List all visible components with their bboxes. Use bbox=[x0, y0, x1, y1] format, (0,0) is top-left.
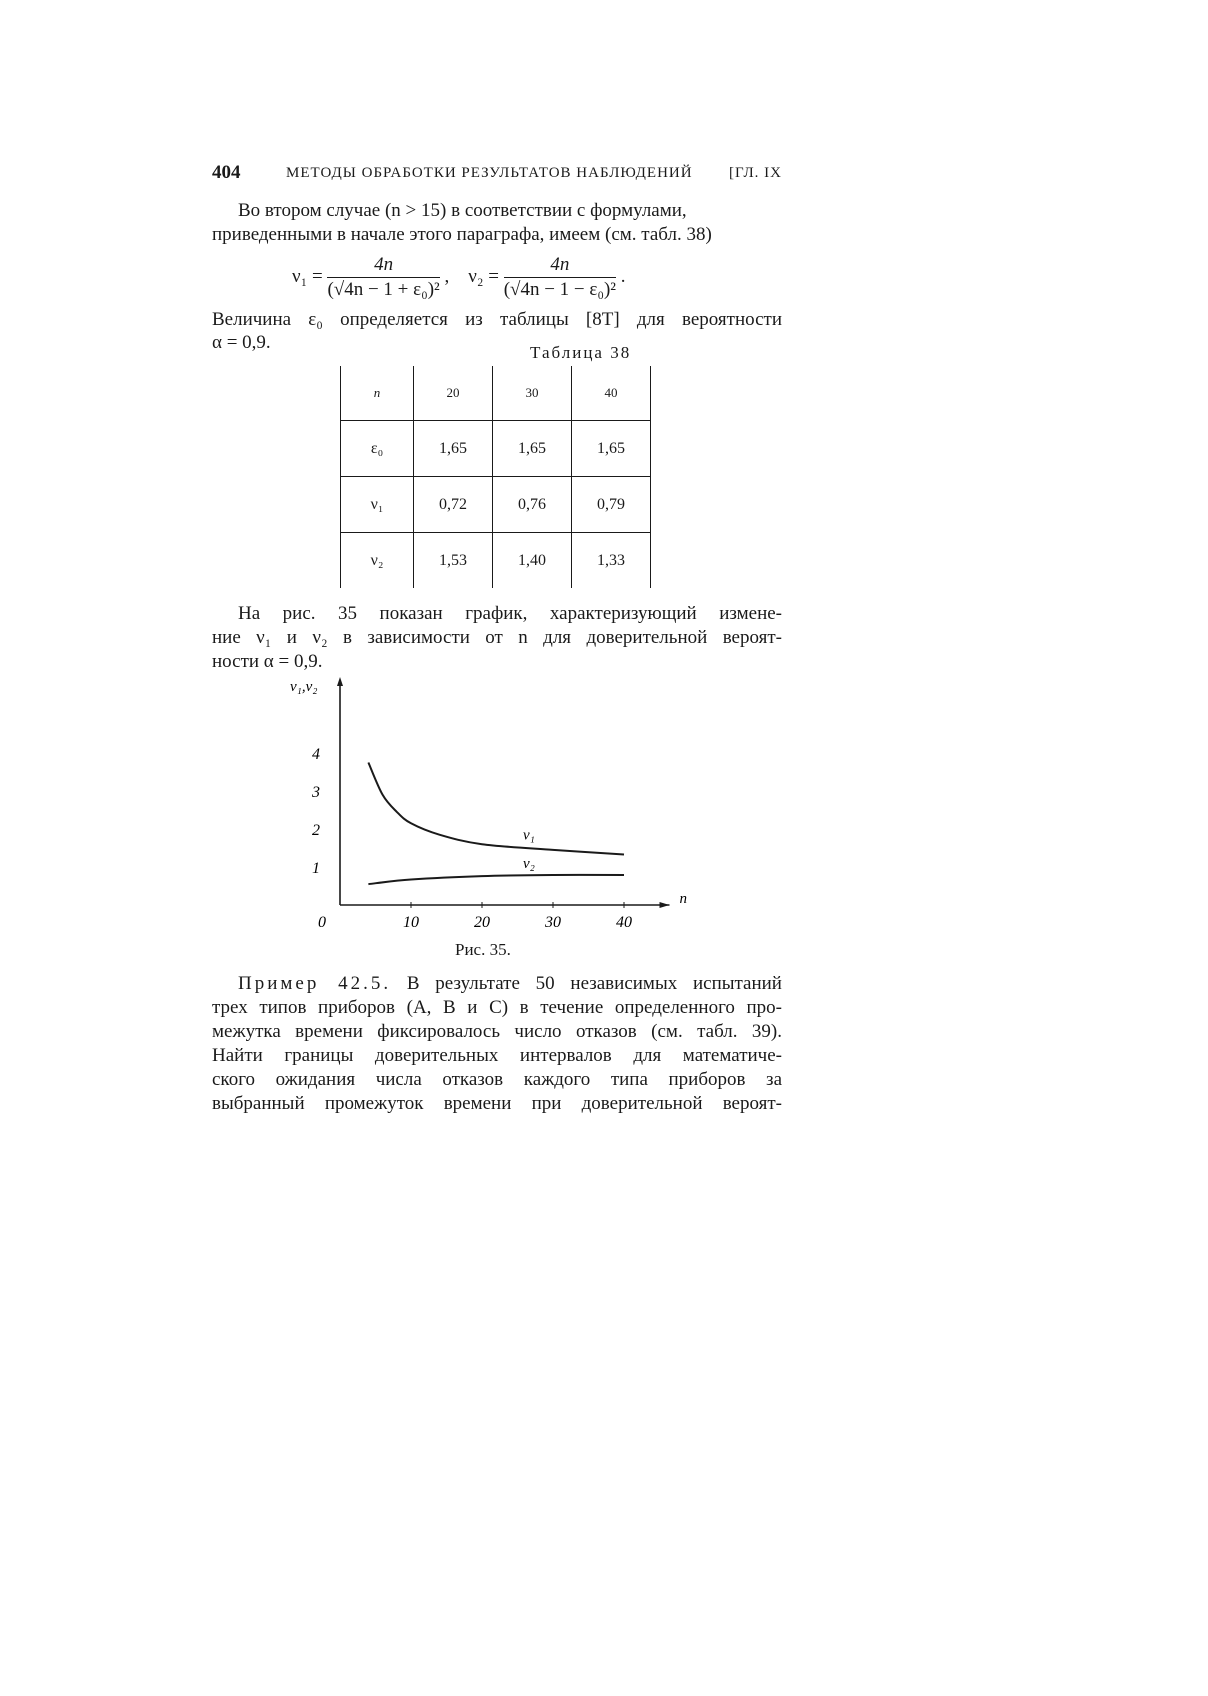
formula-end: . bbox=[620, 265, 626, 287]
table-caption: Таблица 38 bbox=[530, 343, 632, 362]
table-cell: 1,40 bbox=[493, 533, 572, 589]
table-cell: 1,65 bbox=[572, 421, 651, 477]
para4-line5: ского ожидания числа отказов каждого типа приборов за bbox=[212, 1069, 782, 1090]
table-cell: ν₂ bbox=[341, 533, 414, 589]
series-label-1: ν₁ bbox=[523, 827, 535, 844]
x-tick-label: 40 bbox=[616, 914, 632, 930]
table-cell: 20 bbox=[414, 366, 493, 421]
running-title: МЕТОДЫ ОБРАБОТКИ РЕЗУЛЬТАТОВ НАБЛЮДЕНИЙ bbox=[286, 165, 693, 181]
x-axis-label: n bbox=[679, 891, 687, 907]
table-header-row bbox=[341, 366, 651, 421]
para1-line1: Во втором случае (n > 15) в соответствии с формулами, bbox=[238, 200, 687, 221]
y-tick-label: 3 bbox=[312, 784, 320, 801]
x-tick-label: 20 bbox=[474, 914, 490, 930]
para3-line3: ности α = 0,9. bbox=[212, 651, 323, 672]
x-tick-label: 10 bbox=[403, 914, 419, 930]
nu1-numerator: 4n bbox=[327, 254, 439, 278]
nu2-numerator: 4n bbox=[504, 254, 616, 278]
y-tick-label: 2 bbox=[312, 822, 320, 839]
page-header bbox=[212, 162, 782, 184]
table-cell: 0,72 bbox=[414, 477, 493, 533]
para4-line2: трех типов приборов (A, B и C) в течение определенного про- bbox=[212, 997, 782, 1018]
nu1-fraction bbox=[327, 254, 439, 301]
chart-lines bbox=[368, 763, 624, 885]
para4-line3: межутка времени фиксировалось число отказов (см. табл. 39). bbox=[212, 1021, 782, 1042]
nu1-label: ν₁ = bbox=[292, 265, 323, 287]
example-text: В результате 50 независимых испытаний bbox=[406, 973, 782, 994]
table-row bbox=[341, 533, 651, 589]
chart-axes bbox=[337, 677, 670, 908]
formula bbox=[292, 254, 752, 301]
table-cell: 1,53 bbox=[414, 533, 493, 589]
table-row bbox=[341, 477, 651, 533]
table-cell: n bbox=[341, 366, 414, 421]
y-tick-label: 4 bbox=[312, 746, 320, 763]
example-lead: Пример 42.5. bbox=[238, 973, 392, 994]
table-cell: 1,65 bbox=[493, 421, 572, 477]
para4-line1 bbox=[238, 972, 782, 996]
table-cell: 0,76 bbox=[493, 477, 572, 533]
nu1-denominator: (√4n − 1 + ε₀)² bbox=[327, 279, 440, 300]
para4-line6: выбранный промежуток времени при доверительной вероят- bbox=[212, 1093, 782, 1114]
nu2-denominator: (√4n − 1 − ε₀)² bbox=[503, 279, 616, 300]
x-axis-arrow bbox=[660, 902, 670, 908]
para1-line2: приведенными в начале этого параграфа, имеем (см. табл. 38) bbox=[212, 224, 712, 245]
table-cell: 0,79 bbox=[572, 477, 651, 533]
table-38 bbox=[340, 366, 651, 588]
nu2-label: ν₂ = bbox=[468, 265, 499, 287]
x-tick-label: 0 bbox=[318, 914, 326, 930]
table-cell: 1,33 bbox=[572, 533, 651, 589]
para4-line4: Найти границы доверительных интервалов для математиче- bbox=[212, 1045, 782, 1066]
page-number: 404 bbox=[212, 162, 241, 183]
nu2-fraction bbox=[504, 254, 616, 301]
table-cell: ν₁ bbox=[341, 477, 414, 533]
series-label-2: ν₂ bbox=[523, 856, 535, 873]
figure-35-chart bbox=[280, 665, 720, 930]
chart-labels bbox=[290, 679, 687, 907]
table-cell: 1,65 bbox=[414, 421, 493, 477]
y-axis-label: ν₁,ν₂ bbox=[290, 679, 318, 695]
chapter-label: [ГЛ. IX bbox=[728, 165, 782, 181]
chart-ticks bbox=[311, 746, 632, 930]
table-cell: 30 bbox=[493, 366, 572, 421]
figure-caption: Рис. 35. bbox=[455, 940, 511, 959]
table-row bbox=[341, 421, 651, 477]
formula-separator: , bbox=[444, 265, 450, 287]
para3-line2: ние ν₁ и ν₂ в зависимости от n для доверительной вероят- bbox=[212, 627, 782, 648]
para3-line1: На рис. 35 показан график, характеризующий измене- bbox=[238, 603, 782, 624]
para2-line1: Величина ε₀ определяется из таблицы [8Т] для вероятности bbox=[212, 309, 782, 330]
table-cell: 40 bbox=[572, 366, 651, 421]
y-axis-arrow bbox=[337, 677, 343, 686]
para2-line2: α = 0,9. bbox=[212, 332, 271, 353]
table-cell: ε₀ bbox=[341, 421, 414, 477]
y-tick-label: 1 bbox=[312, 860, 320, 877]
series-line-1 bbox=[368, 763, 624, 855]
x-tick-label: 30 bbox=[545, 914, 561, 930]
series-line-2 bbox=[368, 875, 624, 884]
